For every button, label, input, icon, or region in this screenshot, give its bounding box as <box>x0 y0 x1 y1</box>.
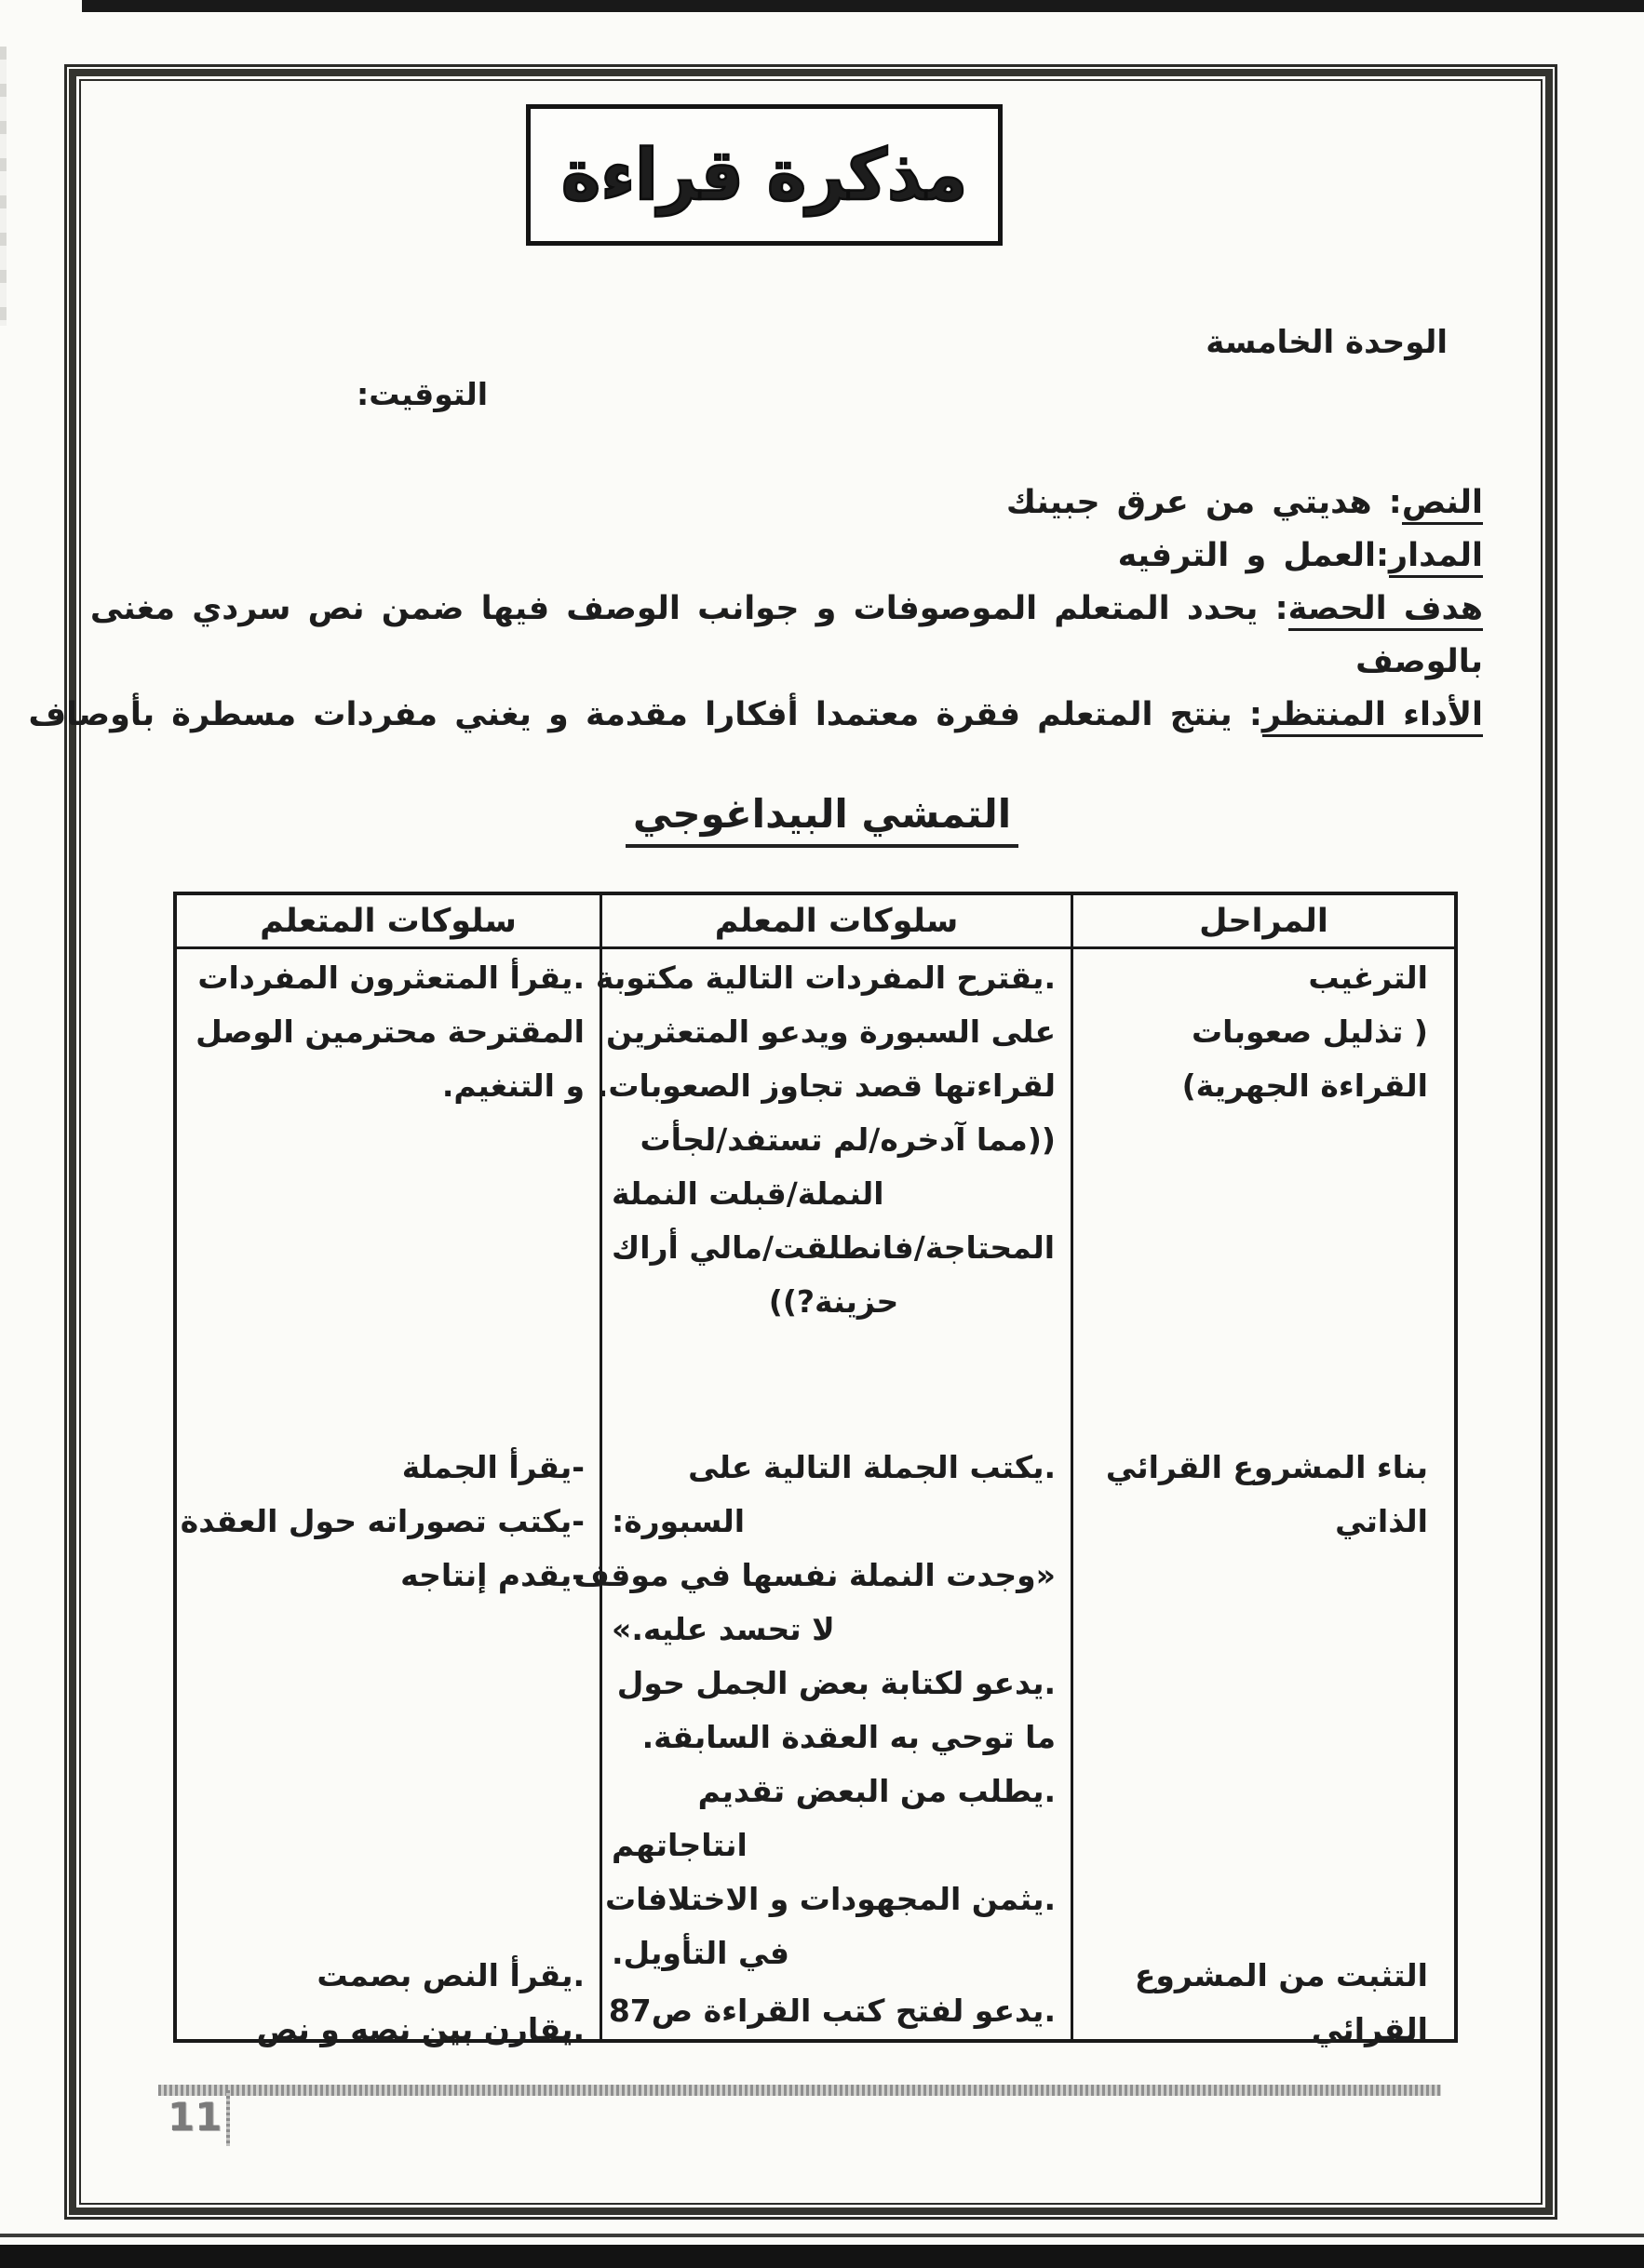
cell-section <box>595 951 1056 1329</box>
text-line: الترغيب <box>1308 960 1428 996</box>
text-line: .يدعو لكتابة بعض الجمل حول <box>616 1665 1056 1701</box>
text-line: .يطلب من البعض تقديم <box>697 1773 1056 1809</box>
text-line: .يقرأ النص بصمت <box>317 1957 585 1993</box>
cell-section <box>186 1949 585 2057</box>
text-line: الذاتي <box>1335 1503 1428 1539</box>
table-cell-teacher <box>573 949 1071 2039</box>
intro-line-label: المدار <box>1389 537 1483 578</box>
intro-line-label: هدف الحصة <box>1288 590 1483 631</box>
intro-line-label: النص <box>1402 484 1483 525</box>
page-number: 11 <box>168 2094 222 2140</box>
text-line: .يقرأ المتعثرون المفردات <box>197 960 585 996</box>
text-line: .يقارن بين نصه و نص <box>256 2011 585 2047</box>
document-title: مذكرة قراءة <box>560 133 968 217</box>
text-line: .يكتب الجملة التالية على <box>688 1449 1056 1485</box>
intro-line: بالوصف <box>1355 643 1483 680</box>
scan-artifact-top-band <box>82 0 1644 12</box>
unit-label: الوحدة الخامسة <box>1206 324 1448 361</box>
text-line: بناء المشروع القرائي <box>1105 1449 1428 1485</box>
text-line: المقترحة محترمين الوصل <box>195 1013 585 1050</box>
cell-section <box>1083 1441 1428 1549</box>
timing-label: التوقيت: <box>357 376 489 412</box>
text-line: و التنغيم. <box>441 1067 585 1104</box>
text-line: انتاجاتهم <box>612 1827 748 1863</box>
text-line: لا تحسد عليه.» <box>612 1611 835 1647</box>
text-line: -يكتب تصوراته حول العقدة <box>180 1503 585 1539</box>
scan-artifact-left-edge <box>0 47 7 326</box>
column-header: سلوكات المتعلم <box>260 902 517 940</box>
text-line: السبورة: <box>612 1503 746 1539</box>
text-line: .يدعو لفتح كتب القراءة ص87 <box>608 1993 1056 2029</box>
text-line: لقراءتها قصد تجاوز الصعوبات. <box>596 1067 1056 1104</box>
scan-artifact-bottom-band <box>0 2245 1644 2268</box>
intro-line: هدف الحصة: يحدد المتعلم الموصوفات و جوانب الوصف فيها ضمن نص سردي مغنى <box>112 583 1483 636</box>
text-line: .يقترح المفردات التالية مكتوبة <box>595 960 1056 996</box>
text-line: القراءة الجهرية) <box>1181 1067 1428 1104</box>
pedagogy-heading: التمشي البيداغوجي <box>626 791 1018 848</box>
column-header: المراحل <box>1071 895 1454 946</box>
text-line: القرائي <box>1311 2011 1428 2047</box>
text-line: «وجدت النملة نفسها في موقف <box>573 1557 1056 1593</box>
lesson-table <box>173 892 1458 2047</box>
text-line: .يثمن المجهودات و الاختلافات <box>604 1881 1056 1917</box>
text-line: على السبورة ويدعو المتعثرين <box>606 1013 1056 1050</box>
text-line: حزينة?)) <box>768 1283 899 1320</box>
intro-line: المدار:العمل و الترفيه <box>112 530 1483 583</box>
text-line: المحتاجة/فانطلقت/مالي أراك <box>612 1229 1056 1266</box>
cell-section <box>608 1984 1056 2038</box>
cell-section <box>186 951 585 1113</box>
cell-section <box>1083 951 1428 1113</box>
page-number-divider <box>226 2090 230 2146</box>
table-body-row <box>177 949 1454 2047</box>
scan-artifact-bottom-line <box>0 2234 1644 2237</box>
text-line: ما توحي به العقدة السابقة. <box>641 1719 1056 1755</box>
pedagogy-heading-wrap <box>0 791 1644 837</box>
table-header-row <box>177 895 1454 949</box>
text-line: ( تذليل صعوبات <box>1192 1013 1428 1050</box>
table-cell-learner <box>177 949 600 2047</box>
cell-section <box>573 1441 1056 1980</box>
table-cell-stages <box>1071 949 1454 2047</box>
intro-line: الأداء المنتظر: ينتج المتعلم فقرة معتمدا أفكارا مقدمة و يغني مفردات مسطرة بأوصاف <box>112 689 1483 742</box>
column-header: سلوكات المعلم <box>600 895 1071 946</box>
intro-line: النص: هديتي من عرق جبينك <box>112 476 1483 530</box>
intro-block <box>28 476 1483 742</box>
text-line: التثبت من المشروع <box>1134 1957 1428 1993</box>
text-line: النملة/قبلت النملة <box>612 1175 884 1212</box>
text-line: -يقدم إنتاجه <box>400 1557 585 1593</box>
intro-line-label: الأداء المنتظر <box>1262 696 1483 737</box>
text-line: في التأويل. <box>612 1935 789 1971</box>
cell-section <box>180 1441 585 1603</box>
title-box <box>526 104 1003 246</box>
text-line: -يقرأ الجملة <box>401 1449 585 1485</box>
text-line: ((مما آدخره/لم تستفد/لجأت <box>640 1121 1056 1158</box>
footer-rule <box>158 2085 1441 2096</box>
cell-section <box>1083 1949 1428 2057</box>
